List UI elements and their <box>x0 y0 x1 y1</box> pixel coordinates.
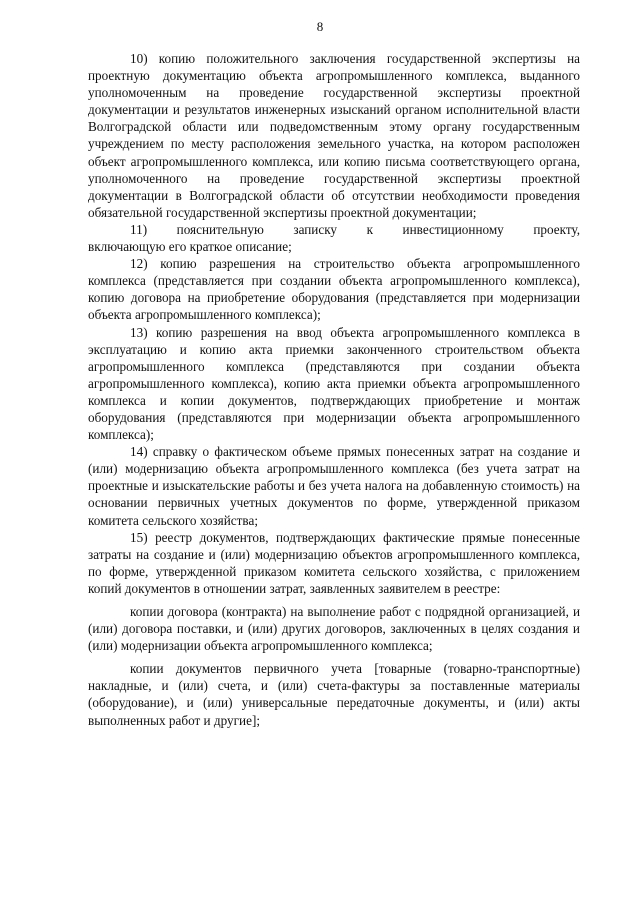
paragraph-item-10: 10) копию положительного заключения государственной экспертизы на проектную документацию объекта агропромышленного комплекса, выданного уполномоченным на проведение государственной экспертизы проектной документации и результатов инженерных изысканий органом исполнительной власти Волгоградской области или подведомственным этому органу государственным учреждением по месту расположения земельного участка, на котором расположен объект агропромышленного комплекса, или копию письма соответствующего органа, уполномоченного на проведение государственной экспертизы проектной документации в Волгоградской области об отсутствии необходимости проведения обязательной государственной экспертизы проектной документации; <box>88 51 580 220</box>
paragraph-item-15: 15) реестр документов, подтверждающих фактические прямые понесенные затраты на создание и (или) модернизацию объектов агропромышленного комплекса, по форме, утвержденной приказом комитета сельского хозяйства, с приложением копий документов в отношении затрат, заявленных заявителем в реестре: <box>88 529 580 596</box>
paragraph-contract-copies: копии договора (контракта) на выполнение работ с подрядной организацией, и (или) договора поставки, и (или) других договоров, заключенных в целях создания и (или) модернизации объекта агропромышленного комплекса; <box>88 604 580 654</box>
page-number: 8 <box>316 19 324 34</box>
paragraph-primary-documents: копии документов первичного учета [товарные (товарно-транспортные) накладные, и (или) счета, и (или) счета-фактуры за поставленные материалы (оборудование), и (или) универсальные передаточные документы, и (или) акты выполненных работ и другие]; <box>88 661 580 728</box>
paragraph-item-13: 13) копию разрешения на ввод объекта агропромышленного комплекса в эксплуатацию и копию акта приемки законченного строительством объекта агропромышленного комплекса (представляются при создании объекта агропромышленного комплекса), копию акта приемки объекта агропромышленного комплекса и копии документов, подтверждающих приобретение и монтаж оборудования (представляются при модернизации объекта агропромышленного комплекса); <box>88 324 580 443</box>
paragraph-item-14: 14) справку о фактическом объеме прямых понесенных затрат на создание и (или) модернизацию объекта агропромышленного комплекса (без учета затрат на проектные и изыскательские работы и без учета налога на добавленную стоимость) на основании первичных учетных документов по форме, утвержденной приказом комитета сельского хозяйства; <box>88 444 580 528</box>
paragraph-item-11: 11) пояснительную записку к инвестиционному проекту, <box>130 221 580 237</box>
document-body <box>88 50 580 729</box>
paragraph-item-11-continuation: включающую его краткое описание; <box>88 239 292 255</box>
paragraph-item-12: 12) копию разрешения на строительство объекта агропромышленного комплекса (представляется при создании объекта агропромышленного комплекса), копию договора на приобретение оборудования (представляется при модернизации объекта агропромышленного комплекса); <box>88 256 580 323</box>
